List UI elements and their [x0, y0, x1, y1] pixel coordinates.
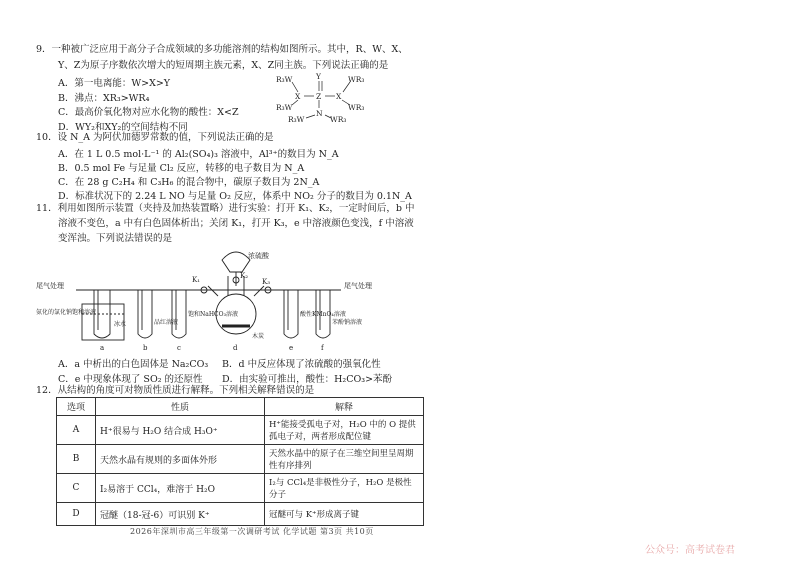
q11-stem-line1: 11．利用如图所示装置（夹持及加热装置略）进行实验：打开 K₁、K₂，一定时间后，b 中	[36, 203, 415, 214]
header-cell: 解释	[265, 398, 424, 416]
tube-letter: e	[289, 344, 294, 352]
struct-label: N	[316, 109, 323, 118]
table-header-row	[57, 398, 424, 416]
ice-label: 冰水	[114, 321, 127, 328]
table-row	[57, 445, 424, 474]
q9-option-c: C．最高价氧化物对应水化物的酸性：X<Z	[58, 107, 239, 118]
q11-stem-line2: 溶液不变色，a 中有白色固体析出；关闭 K₁，打开 K₃，e 中溶液颜色变浅，f 中溶液	[58, 218, 414, 229]
b-content-label: 品红溶液	[154, 319, 179, 326]
tube-letter: b	[143, 344, 148, 352]
q10-option-b: B．0.5 mol Fe 与足量 Cl₂ 反应，转移的电子数目为 N_A	[58, 163, 305, 174]
header-cell: 性质	[96, 398, 265, 416]
q9-stem-line2: Y、Z为原子序数依次增大的短周期主族元素，X、Z同主族。下列说法正确的是	[58, 60, 389, 71]
table-cell: H⁺能接受孤电子对，H₂O 中的 O 提供孤电子对，两者形成配位键	[265, 416, 424, 445]
q11-option-a: A．a 中析出的白色固体是 Na₂CO₃	[58, 359, 209, 370]
struct-label: Z	[316, 92, 322, 101]
table-row	[57, 503, 424, 526]
tube-letter: f	[321, 344, 324, 352]
table-cell: C	[57, 474, 96, 503]
page-footer: 2026年深圳市高三年级第一次调研考试 化学试题 第3页 共10页	[130, 527, 374, 536]
q10-option-c: C．在 28 g C₂H₄ 和 C₃H₆ 的混合物中，碳原子数目为 2N_A	[58, 177, 320, 188]
q12-stem: 12．从结构的角度可对物质性质进行解释。下列相关解释错误的是	[36, 385, 315, 396]
table-cell: 天然水晶有规则的多面体外形	[96, 445, 265, 474]
funnel-label: 浓硫酸	[248, 252, 269, 260]
k1-label: K₁	[192, 276, 201, 284]
header-cell: 选项	[57, 398, 96, 416]
q9-stem-line1: 9．一种被广泛应用于高分子合成领域的多功能溶剂的结构如图所示。其中，R、W、X、	[36, 44, 408, 55]
a-content-label: 氨化的氯化钠饱和溶液	[36, 309, 97, 316]
struct-label: R₃W	[276, 103, 293, 112]
watermark: 公众号：高考试卷君	[645, 545, 735, 556]
q11-option-b: B．d 中反应体现了浓硫酸的强氧化性	[222, 359, 381, 370]
q9-option-b: B．沸点：XR₃>WR₄	[58, 93, 150, 104]
k3-label: K₃	[262, 278, 271, 286]
q12-table	[56, 397, 424, 526]
tube-letter: d	[233, 344, 238, 352]
struct-label: X	[295, 92, 301, 101]
tube-letter: a	[100, 344, 105, 352]
struct-label: R₃W	[288, 115, 305, 124]
q11-option-c: C．e 中现象体现了 SO₂ 的还原性	[58, 374, 203, 385]
e-content-label: 酸性KMnO₄溶液	[300, 311, 346, 318]
table-row	[57, 474, 424, 503]
q11-option-d: D．由实验可推出，酸性：H₂CO₃>苯酚	[222, 374, 393, 385]
q11-stem-line3: 变浑浊。下列说法错误的是	[58, 233, 173, 244]
q11-apparatus-diagram	[36, 246, 376, 354]
table-row	[57, 416, 424, 445]
f-content-label: 苯酚钠溶液	[332, 319, 363, 326]
q10-stem: 10．设 N_A 为阿伏加德罗常数的值，下列说法正确的是	[36, 132, 274, 143]
table-cell: 天然水晶中的原子在三维空间里呈周期性有序排列	[265, 445, 424, 474]
table-cell: I₂与 CCl₄是非极性分子，H₂O 是极性分子	[265, 474, 424, 503]
struct-label: R₃W	[276, 75, 293, 84]
k2-label: K₂	[240, 272, 249, 280]
table-cell: A	[57, 416, 96, 445]
q9-option-a: A．第一电离能：W>X>Y	[58, 78, 171, 89]
q10-option-a: A．在 1 L 0.5 mol·L⁻¹ 的 Al₂(SO₄)₃ 溶液中，Al³⁺的数目为 N_A	[58, 149, 339, 160]
struct-label: X	[336, 92, 342, 101]
c-content-label: 饱和NaHCO₃溶液	[188, 311, 238, 318]
table-cell: H⁺很易与 H₂O 结合成 H₃O⁺	[96, 416, 265, 445]
tail-left-label: 尾气处理	[36, 282, 64, 290]
q10-option-d: D．标准状况下的 2.24 L NO 与足量 O₂ 反应，体系中 NO₂ 分子的数目为 0.1N_A	[58, 191, 412, 202]
table-cell: 冠醚（18-冠-6）可识别 K⁺	[96, 503, 265, 526]
q9-structure-figure	[268, 70, 378, 126]
carbon-label: 木炭	[252, 333, 265, 340]
table-cell: 冠醚可与 K⁺形成离子键	[265, 503, 424, 526]
table-cell: D	[57, 503, 96, 526]
table-cell: I₂易溶于 CCl₄，难溶于 H₂O	[96, 474, 265, 503]
struct-label: Y	[316, 72, 321, 81]
tail-right-label: 尾气处理	[344, 282, 372, 290]
struct-label: WR₃	[348, 75, 365, 84]
table-cell: B	[57, 445, 96, 474]
q9-option-d: D．WY₂和XY₂的空间结构不同	[58, 122, 188, 133]
tube-letter: c	[177, 344, 181, 352]
struct-label: WR₃	[348, 103, 365, 112]
struct-label: WR₃	[330, 115, 347, 124]
